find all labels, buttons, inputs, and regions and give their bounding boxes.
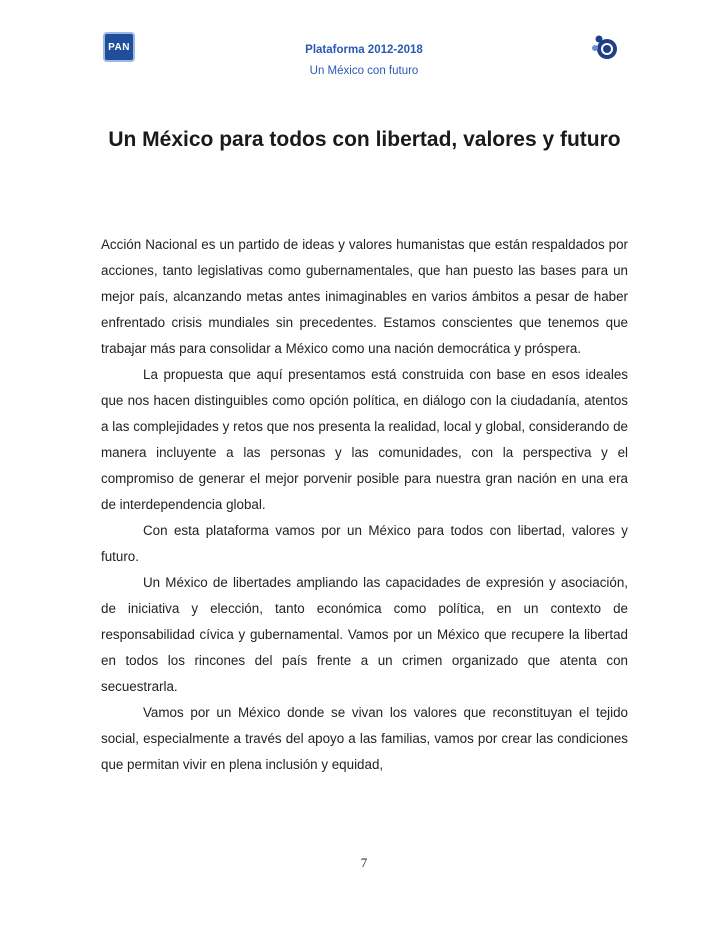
paragraph: La propuesta que aquí presentamos está construida con base en esos ideales que nos hacen distinguibles como opción política, en diálogo con la ciudadanía, atentos a las complejidades y retos que nos presenta la realidad, local y global, considerando de manera incluyente a las personas y las comunidades, con la perspectiva y el compromiso de generar el mejor porvenir posible para nuestra gran nación en una era de interdependencia global. [101,367,628,512]
header-line-1: Plataforma 2012-2018 [305,44,423,56]
page-title: Un México para todos con libertad, valores y futuro [108,128,621,151]
page-number: 7 [360,855,368,870]
paragraph: Vamos por un México donde se vivan los valores que reconstituyan el tejido social, especialmente a través del apoyo a las familias, vamos por crear las condiciones que permitan vivir en plena inclusión y equidad, [101,705,628,772]
body-text [101,232,628,778]
page-header [0,30,728,90]
brand-dots-icon [590,34,620,62]
paragraph: Acción Nacional es un partido de ideas y valores humanistas que están respaldados por acciones, tanto legislativas como gubernamentales, que han puesto las bases para un mejor país, alcanzando metas antes inimaginables en varios ámbitos a pesar de haber enfrentado crisis mundiales sin precedentes. Estamos conscientes que tenemos que trabajar más para consolidar a México como una nación democrática y próspera. [101,237,628,356]
header-line-2: Un México con futuro [309,65,419,77]
paragraph: Con esta plataforma vamos por un México para todos con libertad, valores y futuro. [101,523,628,564]
paragraph: Un México de libertades ampliando las capacidades de expresión y asociación, de iniciativa y elección, tanto económica como política, en un contexto de responsabilidad cívica y gubernamental. Vamos por un México que recupere la libertad en todos los rincones del país frente a un crimen organizado que atenta con secuestrarla. [101,575,628,694]
pan-logo-text: PAN [108,41,130,53]
